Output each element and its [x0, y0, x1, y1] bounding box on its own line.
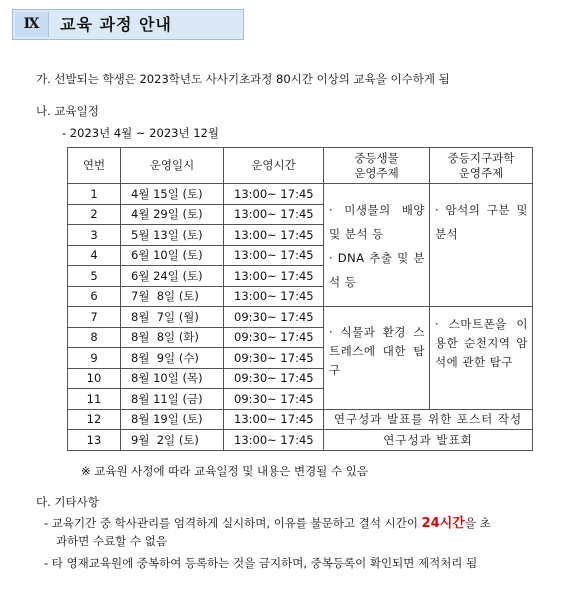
- row-date: 7월 8일 (토): [121, 286, 224, 307]
- row-date: 9월 2일 (토): [121, 430, 224, 451]
- row-no: 4: [68, 245, 121, 266]
- row-time: 09:30~ 17:45: [224, 368, 324, 389]
- row-time: 13:00~ 17:45: [224, 245, 324, 266]
- bio-theme-1: · 미생물의 배양 및 분석 등: [329, 203, 425, 241]
- table-row: [68, 184, 533, 205]
- row-time: 13:00~ 17:45: [224, 266, 324, 287]
- row-time: 09:30~ 17:45: [224, 327, 324, 348]
- schedule-period: - 2023년 4월 ~ 2023년 12월: [62, 126, 219, 140]
- row-date: 8월 19일 (토): [121, 409, 224, 430]
- row-time: 09:30~ 17:45: [224, 307, 324, 328]
- item-da-line1-post: 을 초: [464, 516, 491, 530]
- bio-theme-cell-2: [324, 307, 430, 410]
- schedule-table: [67, 147, 533, 451]
- row-date: 5월 13일 (토): [121, 225, 224, 246]
- table-row: [68, 430, 533, 451]
- section-header: [12, 9, 244, 40]
- absence-hours-highlight: 24시간: [421, 516, 465, 531]
- row-time: 09:30~ 17:45: [224, 348, 324, 369]
- row-date: 8월 8일 (화): [121, 327, 224, 348]
- row-date: 6월 24일 (토): [121, 266, 224, 287]
- row-time: 13:00~ 17:45: [224, 286, 324, 307]
- row12-theme: 연구성과 발표를 위한 포스터 작성: [324, 409, 533, 430]
- header-bio-theme: 중등생물 운영주제: [324, 148, 430, 184]
- earth-theme-cell-2: [430, 307, 533, 410]
- row-no: 3: [68, 225, 121, 246]
- header-earth-theme: 중등지구과학 운영주제: [430, 148, 533, 184]
- row-time: 13:00~ 17:45: [224, 204, 324, 225]
- row13-theme: 연구성과 발표회: [324, 430, 533, 451]
- row-no: 5: [68, 266, 121, 287]
- header-no: 연번: [68, 148, 121, 184]
- item-na-title: 나. 교육일정: [36, 104, 99, 118]
- row-no: 13: [68, 430, 121, 451]
- row-no: 12: [68, 409, 121, 430]
- earth-theme-1: · 암석의 구분 및 분석: [435, 203, 528, 241]
- item-da-line3: - 타 영재교육원에 중복하여 등록하는 것을 금지하며, 중복등록이 확인되면 제적처리 됨: [44, 556, 478, 570]
- header-time: 운영시간: [224, 148, 324, 184]
- row-time: 13:00~ 17:45: [224, 430, 324, 451]
- row-no: 2: [68, 204, 121, 225]
- item-da-line1-pre: - 교육기간 중 학사관리를 엄격하게 실시하며, 이유를 불문하고 결석 시간이: [44, 516, 422, 530]
- row-no: 6: [68, 286, 121, 307]
- row-date: 8월 11일 (금): [121, 389, 224, 410]
- earth-theme-2: · 스마트폰을 이용한 순천지역 암석에 관한 탐구: [435, 317, 528, 369]
- item-da-line2: 과하면 수료할 수 없음: [56, 534, 167, 548]
- row-time: 13:00~ 17:45: [224, 409, 324, 430]
- row-time: 13:00~ 17:45: [224, 184, 324, 205]
- row-date: 8월 7일 (월): [121, 307, 224, 328]
- bio-theme-2: · DNA 추출 및 분석 등: [329, 251, 425, 289]
- table-row: [68, 409, 533, 430]
- bio-theme-cell-1: [324, 184, 430, 307]
- bio-theme-3: · 식물과 환경 스트레스에 대한 탐구: [329, 325, 425, 377]
- row-date: 6월 10일 (토): [121, 245, 224, 266]
- row-time: 13:00~ 17:45: [224, 225, 324, 246]
- item-da-line1: [44, 512, 491, 531]
- row-date: 8월 9일 (수): [121, 348, 224, 369]
- row-date: 8월 10일 (목): [121, 368, 224, 389]
- row-date: 4월 15일 (토): [121, 184, 224, 205]
- item-da-title: 다. 기타사항: [36, 495, 99, 509]
- row-no: 7: [68, 307, 121, 328]
- table-header-row: [68, 148, 533, 184]
- row-time: 09:30~ 17:45: [224, 389, 324, 410]
- row-no: 8: [68, 327, 121, 348]
- row-no: 1: [68, 184, 121, 205]
- schedule-notice: ※ 교육원 사정에 따라 교육일정 및 내용은 변경될 수 있음: [81, 464, 368, 478]
- row-no: 9: [68, 348, 121, 369]
- earth-theme-cell-1: [430, 184, 533, 307]
- section-title: 교육 과정 안내: [60, 15, 172, 34]
- header-date: 운영일시: [121, 148, 224, 184]
- section-number: Ⅸ: [15, 12, 49, 37]
- row-no: 10: [68, 368, 121, 389]
- row-no: 11: [68, 389, 121, 410]
- item-ga: 가. 선발되는 학생은 2023학년도 사사기초과정 80시간 이상의 교육을 이수하게 됨: [36, 72, 450, 86]
- row-date: 4월 29일 (토): [121, 204, 224, 225]
- table-row: [68, 307, 533, 328]
